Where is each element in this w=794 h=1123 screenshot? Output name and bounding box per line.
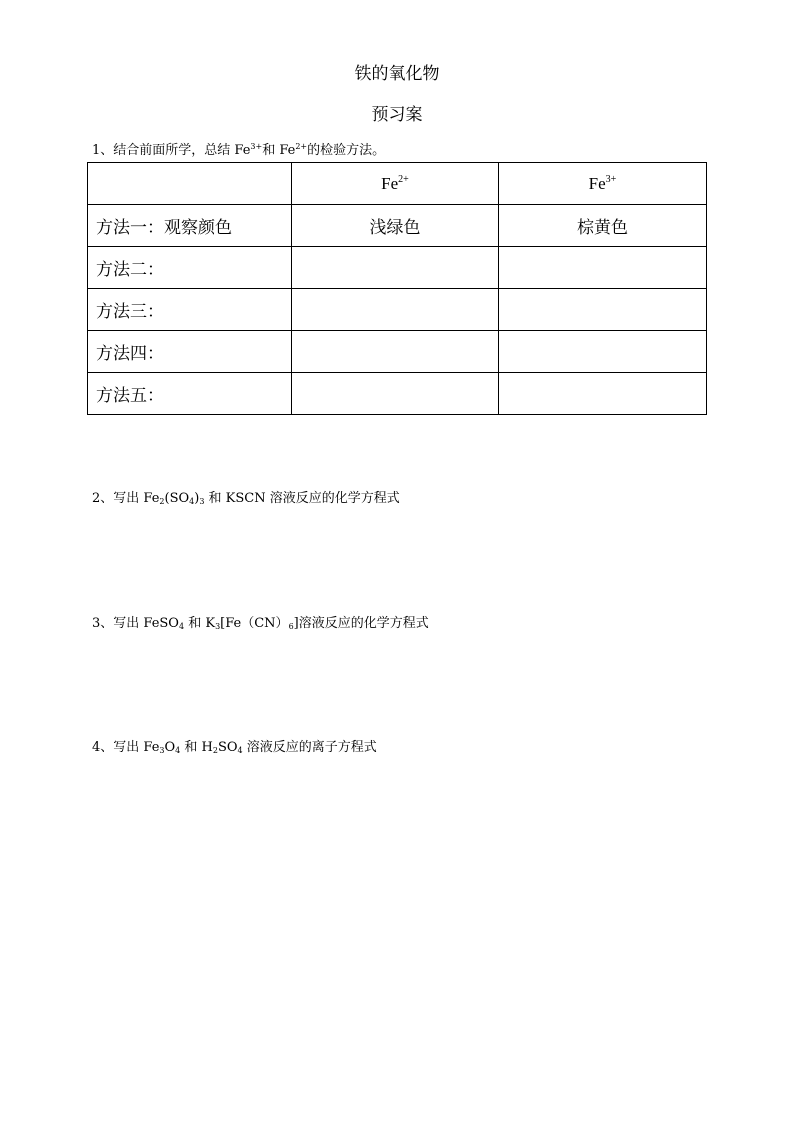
q4-text-c: O — [164, 740, 176, 755]
fe2-cell: 浅绿色 — [292, 205, 499, 247]
header-fe2-base: Fe — [381, 173, 399, 193]
document-title: 铁的氧化物 — [354, 64, 440, 84]
method-cell: 方法五： — [88, 373, 292, 415]
q4-text-a: 4、写出 Fe — [92, 740, 160, 755]
q4-sub-h: 4 — [237, 746, 243, 755]
q4-sub-d: 4 — [175, 746, 181, 755]
q3-text-a: 3、写出 FeSO — [92, 616, 179, 631]
table-header-row — [88, 163, 707, 205]
method-cell: 方法三： — [88, 289, 292, 331]
q3-text-g: ]溶液反应的化学方程式 — [293, 616, 429, 631]
q1-text-post: 的检验方法。 — [307, 143, 386, 158]
question-3 — [92, 612, 429, 631]
q4-text-e: 和 H — [180, 740, 213, 755]
table-row — [88, 247, 707, 289]
q2-sub-f: 3 — [199, 497, 205, 506]
table-row — [88, 205, 707, 247]
header-fe3-cell — [499, 163, 707, 205]
table-row — [88, 373, 707, 415]
q2-text-g: 和 KSCN 溶液反应的化学方程式 — [204, 491, 400, 506]
fe3-cell[interactable] — [499, 331, 707, 373]
header-fe2-charge: 2+ — [398, 173, 409, 185]
question-4 — [92, 736, 377, 755]
header-fe3-base: Fe — [588, 173, 606, 193]
header-fe3-charge: 3+ — [605, 173, 617, 185]
q2-sub-b: 2 — [159, 497, 165, 506]
q4-text-i: 溶液反应的离子方程式 — [242, 740, 377, 755]
header-fe2-cell — [292, 163, 499, 205]
detection-methods-table — [87, 162, 707, 415]
q4-text-g: SO — [217, 740, 238, 755]
method-cell: 方法一：观察颜色 — [88, 205, 292, 247]
q4-sub-f: 2 — [212, 746, 218, 755]
q3-text-e: [Fe（CN） — [220, 616, 289, 631]
q1-text-pre: 1、结合前面所学，总结 Fe — [92, 143, 251, 158]
table-row — [88, 289, 707, 331]
fe2-cell[interactable] — [292, 247, 499, 289]
q2-text-c: (SO — [164, 491, 190, 506]
table-row — [88, 331, 707, 373]
q1-text-mid: 和 Fe — [262, 143, 296, 158]
fe3-cell: 棕黄色 — [499, 205, 707, 247]
fe3-cell[interactable] — [499, 247, 707, 289]
fe2-cell[interactable] — [292, 289, 499, 331]
q3-sub-b: 4 — [178, 622, 185, 631]
q3-sub-f: 6 — [288, 622, 294, 631]
method-cell: 方法二： — [88, 247, 292, 289]
fe3-cell[interactable] — [499, 373, 707, 415]
q2-text-e: ) — [194, 491, 200, 506]
q2-text-a: 2、写出 Fe — [92, 491, 160, 506]
fe2-cell[interactable] — [292, 373, 499, 415]
q1-charge-1: 3+ — [250, 142, 263, 151]
q4-sub-b: 3 — [159, 746, 165, 755]
method-cell: 方法四： — [88, 331, 292, 373]
question-1 — [92, 139, 385, 158]
fe2-cell[interactable] — [292, 331, 499, 373]
header-blank-cell — [88, 163, 292, 205]
q3-sub-d: 3 — [215, 622, 221, 631]
q1-charge-2: 2+ — [295, 142, 308, 151]
q3-text-c: 和 K — [184, 616, 216, 631]
q2-sub-d: 4 — [189, 497, 195, 506]
question-2 — [92, 487, 400, 506]
fe3-cell[interactable] — [499, 289, 707, 331]
document-subtitle: 预习案 — [371, 105, 423, 125]
